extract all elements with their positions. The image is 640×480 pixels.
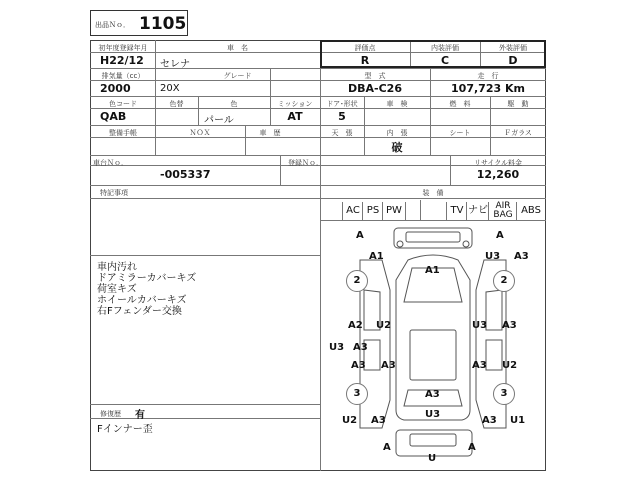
equipment-tv: TV <box>446 202 467 220</box>
wheel-rear-left: 3 <box>346 383 368 405</box>
reg-no-header: 登録Ｎｏ． <box>288 159 323 167</box>
repair-history-value: 有 <box>135 410 145 421</box>
doors-value: 5 <box>338 110 346 123</box>
damage-mark: U1 <box>510 415 526 426</box>
damage-mark: U2 <box>342 415 358 426</box>
color-header: 色 <box>230 100 238 108</box>
nox-header: ＮＯＸ <box>189 129 211 137</box>
car-name-header: 車 名 <box>227 44 248 52</box>
color-type-header: 色替 <box>169 100 184 108</box>
repair-note-1: Fインナー歪 <box>97 424 153 435</box>
repair-history-header: 修復歴 <box>100 410 121 418</box>
damage-mark: A1 <box>369 251 384 262</box>
first-reg-value: H22/12 <box>100 54 144 67</box>
grade-value: 20X <box>160 83 180 94</box>
interior-header: 内装評価 <box>431 44 459 52</box>
displacement-header: 排気量（cc） <box>101 72 145 80</box>
mileage-value: 107,723 Km <box>451 82 525 95</box>
wheel-rear-right: 3 <box>493 383 515 405</box>
transmission-value: AT <box>287 110 303 123</box>
transmission-header: ミッション <box>277 100 313 108</box>
damage-mark: A3 <box>351 360 366 371</box>
equipment-ac: AC <box>342 202 363 220</box>
inspection-header: 車 検 <box>386 100 408 108</box>
interior-trim-value: 破 <box>391 141 403 154</box>
lot-number-box <box>90 10 188 36</box>
equipment-pw: PW <box>382 202 406 220</box>
equipment-navi: ナビ <box>466 202 489 220</box>
remark-4: ホイールカバーキズ <box>97 295 187 306</box>
damage-mark: A2 <box>348 320 363 331</box>
damage-mark: A3 <box>371 415 386 426</box>
damage-mark: U2 <box>502 360 518 371</box>
model-value: DBA-C26 <box>348 82 402 95</box>
damage-mark: A <box>468 442 476 453</box>
seat-header: シート <box>449 129 471 137</box>
grade-header: グレード <box>223 72 252 80</box>
damage-mark: A1 <box>425 265 440 276</box>
remark-1: 車内汚れ <box>97 262 137 273</box>
displacement-value: 2000 <box>100 82 131 95</box>
fuel-header: 燃 料 <box>449 100 471 108</box>
mileage-header: 走 行 <box>477 72 499 80</box>
recycle-fee-value: 12,260 <box>476 168 520 181</box>
drive-header: 駆 動 <box>507 100 529 108</box>
interior-value: C <box>440 54 450 67</box>
exterior-header: 外装評価 <box>499 44 527 52</box>
damage-mark: U3 <box>329 342 345 353</box>
damage-mark: A3 <box>381 360 396 371</box>
chassis-no-value: -005337 <box>160 168 211 181</box>
damage-mark: A3 <box>502 320 517 331</box>
wheel-front-left: 2 <box>346 270 368 292</box>
remark-5: 右Fフェンダー交換 <box>97 306 182 317</box>
color-code-value: QAB <box>100 110 127 123</box>
damage-mark: U2 <box>376 320 392 331</box>
damage-mark: U <box>428 453 437 464</box>
damage-mark: A <box>356 230 364 241</box>
first-reg-header: 初年度登録年月 <box>98 44 148 52</box>
color-value: パール <box>204 115 234 126</box>
equipment-ps: PS <box>362 202 383 220</box>
damage-mark: U3 <box>472 320 488 331</box>
color-code-header: 色コード <box>109 100 137 108</box>
equipment-header: 装 備 <box>422 189 444 197</box>
remark-3: 荷室キズ <box>97 284 137 295</box>
roof-header: 天 張 <box>331 129 353 137</box>
score-value: R <box>360 54 370 67</box>
doors-header: ドア･形状 <box>326 100 358 108</box>
damage-mark: A <box>496 230 504 241</box>
damage-mark: A3 <box>425 389 440 400</box>
history-header: 車 歴 <box>259 129 281 137</box>
remark-2: ドアミラーカバーキズ <box>97 273 197 284</box>
chassis-no-header: 車台Ｎｏ． <box>93 159 128 167</box>
remarks-header: 特記事項 <box>100 189 128 197</box>
damage-mark: A <box>383 442 391 453</box>
service-book-header: 整備手帳 <box>109 129 137 137</box>
damage-mark: U3 <box>485 251 501 262</box>
car-name-value: セレナ <box>160 59 190 70</box>
recycle-fee-header: リサイクル料金 <box>473 159 523 167</box>
score-header: 評価点 <box>354 44 376 52</box>
wheel-front-right: 2 <box>493 270 515 292</box>
damage-mark: A3 <box>472 360 487 371</box>
damage-mark: A3 <box>353 342 368 353</box>
damage-mark: A3 <box>514 251 529 262</box>
equipment-airbag: AIR BAG <box>488 202 517 220</box>
damage-mark: A3 <box>482 415 497 426</box>
lot-number-label: 出品Ｎｏ． <box>95 21 130 29</box>
exterior-value: D <box>508 54 518 67</box>
damage-mark: U3 <box>425 409 441 420</box>
f-glass-header: Ｆガラス <box>504 129 532 137</box>
equipment-abs: ABS <box>516 202 545 220</box>
model-header: 型 式 <box>364 72 386 80</box>
interior-trim-header: 内 張 <box>386 129 408 137</box>
lot-number: 1105 <box>139 14 187 34</box>
